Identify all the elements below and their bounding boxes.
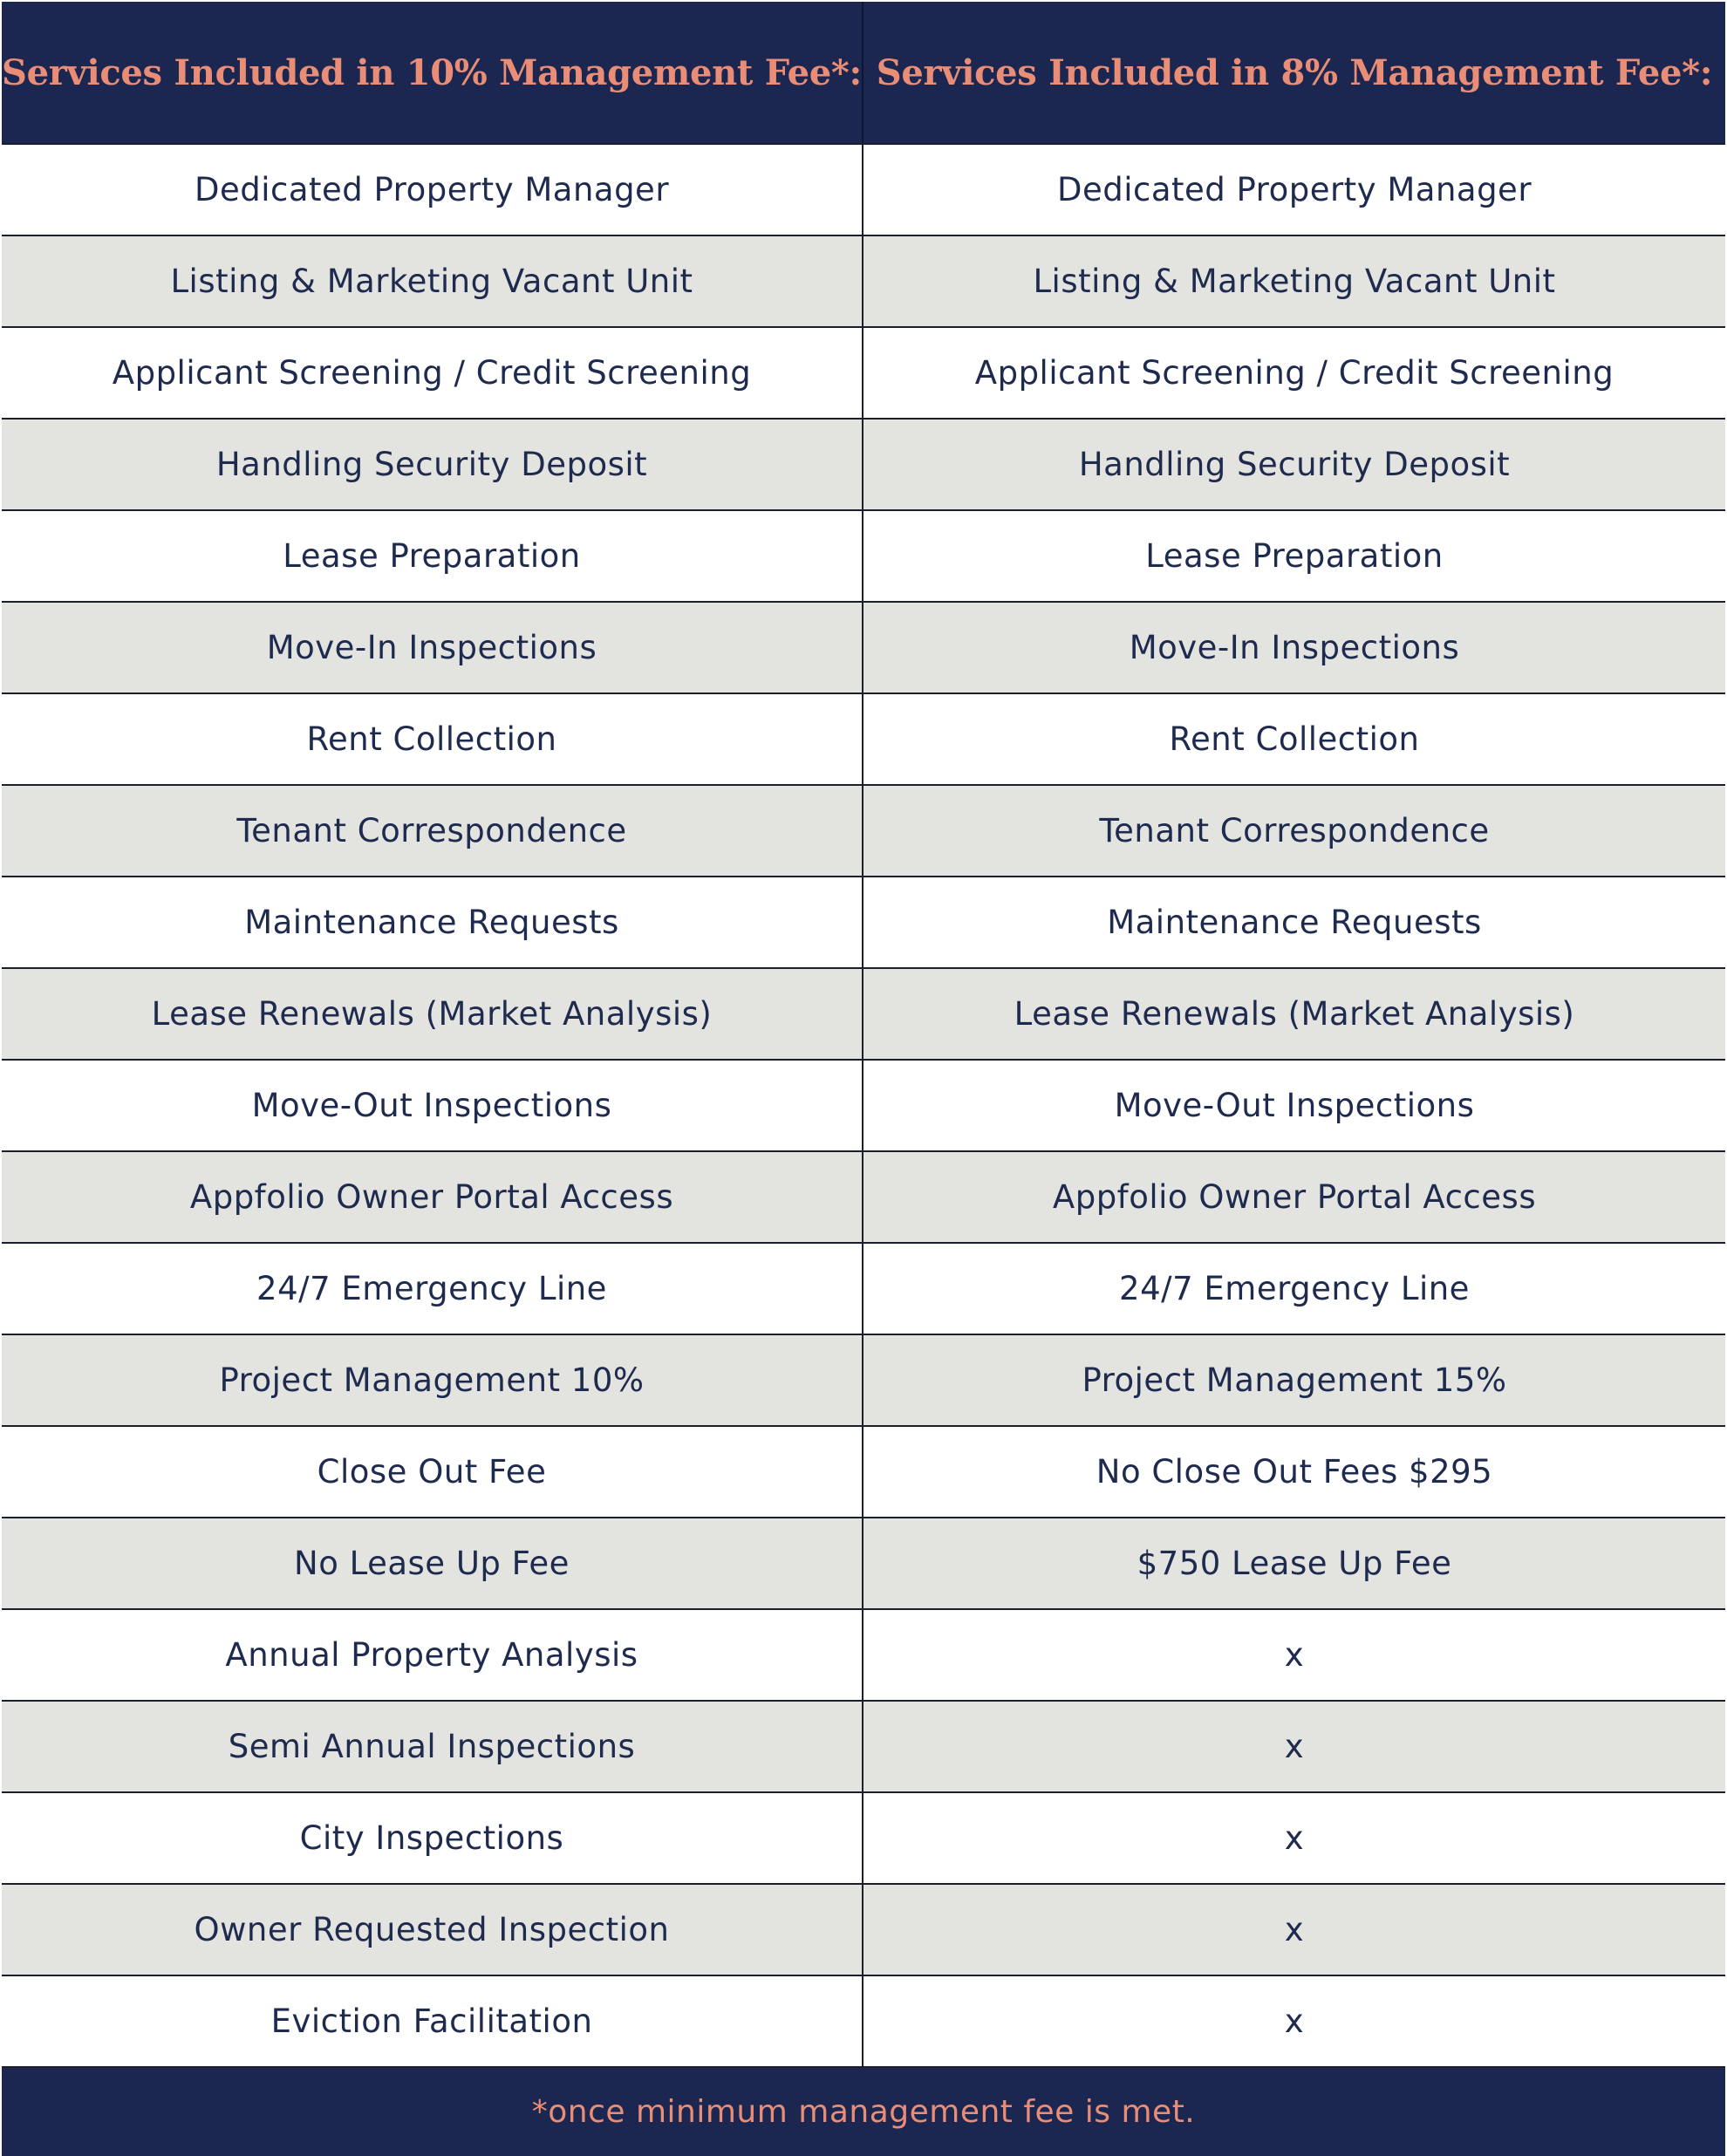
cell-8-percent: x [1284,1636,1305,1674]
cell-10-percent: Appfolio Owner Portal Access [2,1152,864,1242]
cell-8-percent: x [1284,2002,1305,2040]
fee-comparison-table [2,2,1725,2154]
footnote: *once minimum management fee is met. [2,2066,1725,2156]
cell-10-percent: Move-In Inspections [2,603,864,693]
cell-8-percent: x [1284,1728,1305,1765]
cell-8-percent: 24/7 Emergency Line [1119,1270,1470,1307]
cell-10-percent: Listing & Marketing Vacant Unit [2,236,864,326]
table-header [2,2,1725,143]
cell-10-percent: Semi Annual Inspections [2,1702,864,1791]
cell-8-percent: Move-Out Inspections [1114,1087,1475,1124]
cell-8-percent: Handling Security Deposit [1078,446,1511,483]
table-row [2,693,1725,784]
cell-10-percent: Eviction Facilitation [2,1976,864,2066]
cell-10-percent: Maintenance Requests [2,877,864,967]
cell-10-percent: Lease Preparation [2,511,864,601]
table-row [2,967,1725,1059]
table-row [2,235,1725,326]
table-row [2,1883,1725,1975]
table-row [2,1150,1725,1242]
cell-8-percent: Appfolio Owner Portal Access [1052,1178,1537,1216]
table-row [2,1242,1725,1334]
table-row [2,601,1725,693]
table-row [2,143,1725,235]
cell-8-percent: Project Management 15% [1082,1361,1507,1399]
cell-8-percent: x [1284,1819,1305,1857]
cell-8-percent: Lease Preparation [1145,537,1444,575]
table-row [2,1700,1725,1791]
cell-10-percent: Applicant Screening / Credit Screening [2,328,864,418]
table-body [2,143,1725,2066]
table-row [2,1608,1725,1700]
table-row [2,1517,1725,1608]
cell-10-percent: Tenant Correspondence [2,786,864,876]
header-8-percent-fee: Services Included in 8% Management Fee*: [876,51,1713,93]
table-row [2,876,1725,967]
cell-10-percent: Lease Renewals (Market Analysis) [2,969,864,1059]
cell-10-percent: Project Management 10% [2,1335,864,1425]
cell-8-percent: Maintenance Requests [1107,904,1482,941]
table-row [2,1334,1725,1425]
cell-10-percent: Annual Property Analysis [2,1610,864,1700]
cell-8-percent: No Close Out Fees $295 [1096,1453,1493,1491]
cell-8-percent: $750 Lease Up Fee [1137,1545,1452,1582]
cell-10-percent: Dedicated Property Manager [2,145,864,235]
table-row [2,1425,1725,1517]
table-row [2,509,1725,601]
cell-8-percent: Move-In Inspections [1129,629,1460,666]
table-row [2,784,1725,876]
table-row [2,418,1725,509]
cell-8-percent: x [1284,1911,1305,1948]
cell-8-percent: Tenant Correspondence [1099,812,1490,849]
table-row [2,1975,1725,2066]
cell-8-percent: Rent Collection [1169,720,1420,758]
table-row [2,1059,1725,1150]
cell-10-percent: Rent Collection [2,694,864,784]
cell-10-percent: Handling Security Deposit [2,420,864,509]
cell-10-percent: Owner Requested Inspection [2,1885,864,1975]
cell-8-percent: Listing & Marketing Vacant Unit [1033,263,1556,300]
header-10-percent-fee: Services Included in 10% Management Fee*: [2,2,864,143]
table-row [2,1791,1725,1883]
table-row [2,326,1725,418]
cell-10-percent: No Lease Up Fee [2,1518,864,1608]
cell-10-percent: Close Out Fee [2,1427,864,1517]
cell-8-percent: Lease Renewals (Market Analysis) [1014,995,1575,1033]
cell-10-percent: City Inspections [2,1793,864,1883]
cell-10-percent: Move-Out Inspections [2,1061,864,1150]
cell-8-percent: Dedicated Property Manager [1056,171,1532,208]
cell-8-percent: Applicant Screening / Credit Screening [974,354,1614,392]
cell-10-percent: 24/7 Emergency Line [2,1244,864,1334]
